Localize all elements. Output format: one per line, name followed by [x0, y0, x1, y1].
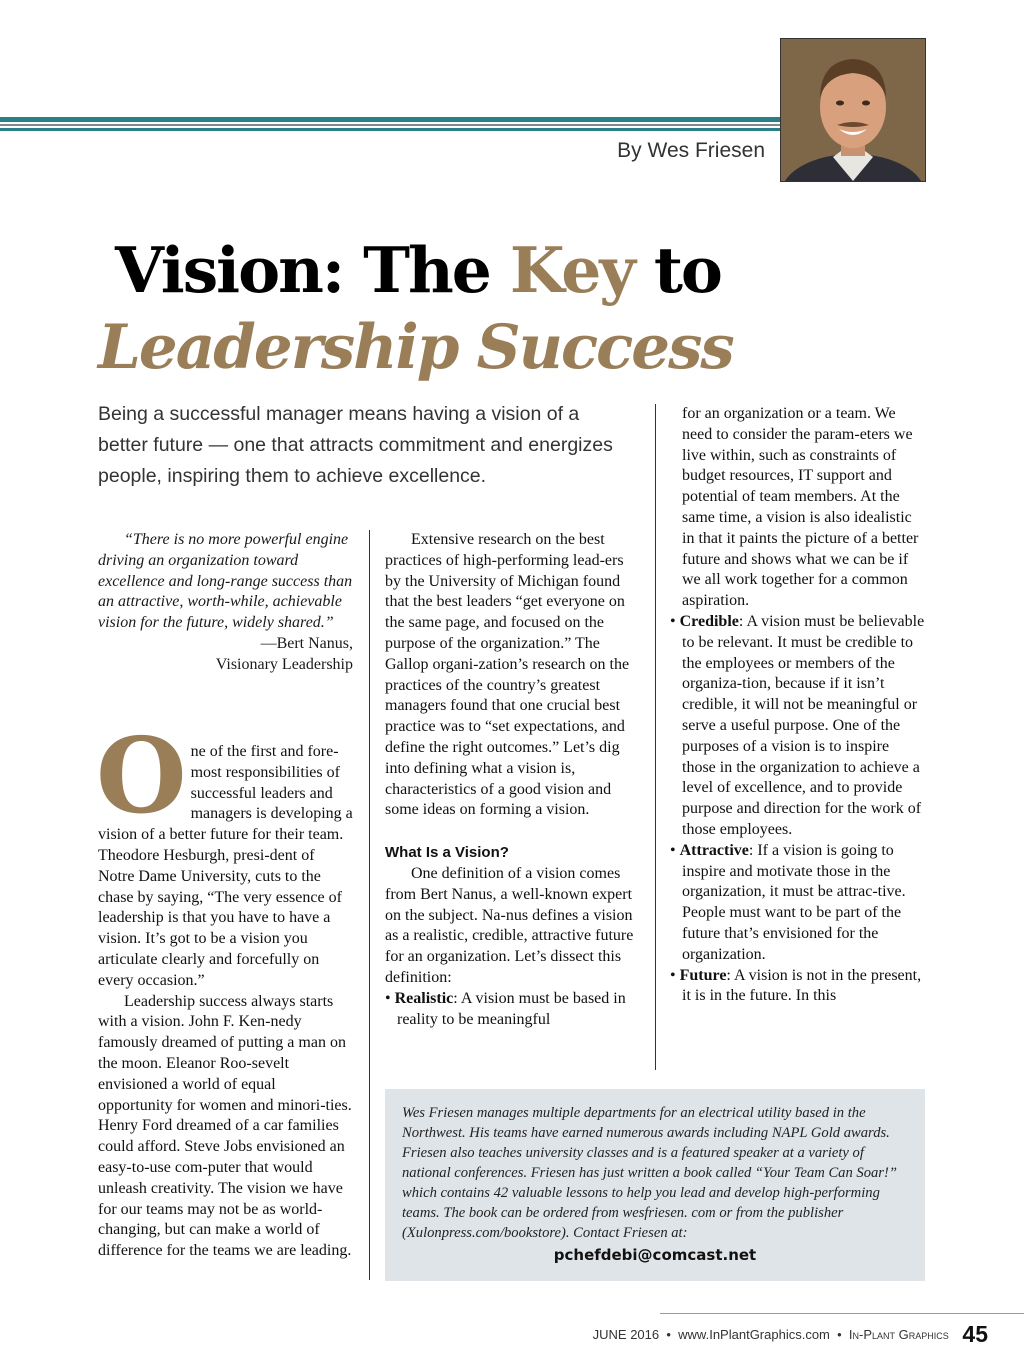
author-bio-box [385, 1089, 925, 1281]
header-rule-top [0, 117, 780, 122]
article-column-1 [96, 714, 353, 1262]
bullet-text: : A vision must be believable to be relevant. It must be credible to the employees or members of the organiza-tion, because if it isn’t credible, it will not be meaningful or serve a useful purpose. One of the purposes of a vision is to inspire those in the organization to achieve a level of excellence, and to provide purpose and direction for the work of those employees. [682, 612, 925, 838]
byline: By Wes Friesen [617, 139, 765, 162]
pull-quote-author: —Bert Nanus, [260, 634, 353, 652]
pull-quote-source: Visionary Leadership [215, 655, 353, 673]
paragraph: for an organization or a team. We need to consider the param-eters we live within, such as constraints of budget resources, IT support and potential of team members. At the same time, a vision is also idealistic in that it paints the picture of a better future and shows what we can be if we all work together for a common aspiration. [682, 405, 919, 610]
page-number: 45 [962, 1321, 988, 1347]
bullet-term: Credible [679, 612, 739, 630]
paragraph [96, 714, 353, 992]
footer-date: JUNE 2016 [592, 1327, 660, 1342]
bullet-credible: • Credible: A vision must be believable to be relevant. It must be credible to the employees or members of the organiza-tion, because if it isn’t credible, it will not be meaningful or serve a useful purpose. One of the purposes of a vision is to inspire those in the organization to achieve a level of excellence, and to provide purpose and direction for the work of those employees. [670, 612, 925, 838]
bullet-attractive: • Attractive: If a vision is going to inspire and motivate those in the organization, it must be attrac-tive. People must want to be part of the future that’s envisioned for the organization. [670, 841, 906, 963]
headline-highlight: Key [509, 233, 634, 307]
headline-part-2: to [633, 233, 721, 307]
bullet-term: Future [679, 966, 727, 984]
author-photo [780, 38, 926, 182]
column-divider-1 [369, 530, 370, 1280]
section-subhead: What Is a Vision? [385, 844, 509, 862]
paragraph: One definition of a vision comes from Bert Nanus, a well-known expert on the subject. Na-nus defines a vision as a realistic, credible, attractive future for an organization. Let’s dissect this definition: [385, 864, 634, 986]
bullet-future: • Future: A vision is not in the present, it is in the future. In this [670, 966, 922, 1005]
bullet-text: : A vision must be based in reality to be meaningful [397, 989, 626, 1028]
footer-website[interactable]: www.InPlantGraphics.com [678, 1327, 830, 1342]
paragraph: Leadership success always starts with a vision. John F. Ken-nedy famously dreamed of putting a man on the moon. Eleanor Roo-sevelt envisioned a world of equal opportunity for women and minori-ties. Henry Ford dreamed of a car families could afford. Steve Jobs envisioned an easy-to-use com-puter that would unleash creativity. The vision we have for our teams may not be as world-changing, but can make a world of difference for the teams we are leading. [98, 992, 352, 1260]
footer-rule [660, 1313, 1024, 1314]
article-column-2 [385, 530, 640, 1030]
paragraph-text: ne of the first and fore-most responsibilities of successful leaders and managers is developing a vision of a better future for their team. Theodore Hesburgh, presi-dent of Notre Dame University, cuts to the chase by saying, “The very essence of leadership is that you have to have a vision. It’s got to be a vision you articulate clearly and forcefully on every occasion.” [98, 743, 353, 989]
author-portrait-icon [781, 39, 925, 181]
drop-cap: O [96, 714, 187, 837]
footer-publication: In-Plant Graphics [848, 1327, 949, 1342]
headline-line-1 [115, 230, 721, 310]
author-bio-text: Wes Friesen manages multiple departments for an electrical utility based in the Northwest. His teams have earned numerous awards including NAPL Gold awards. Friesen also teaches university classes and is a featured speaker at a variety of national conferences. Friesen has just written a book called “Your Team Can Soar!” which contains 42 valuable lessons to help you lead and develop high-performing teams. The book can be ordered from wesfriesen. com or from the publisher (Xulonpress.com/bookstore). Contact Friesen at: [402, 1105, 897, 1241]
footer-separator: • [837, 1327, 842, 1342]
bullet-term: Realistic [394, 989, 454, 1007]
column-divider-2 [655, 404, 656, 1070]
headline-part-1: Vision: The [115, 233, 510, 307]
header-rule-middle [0, 124, 780, 126]
bullet-text: : A vision is not in the present, it is in the future. In this [682, 966, 922, 1005]
paragraph: Extensive research on the best practices of high-performing lead-ers by the University of Michigan found that the best leaders “get everyone on the same page, and focused on the purpose of the organization.” The Gallop organi-zation’s research on the practices of the country’s greatest managers found that one crucial best practice was to “set expectations, and define the right outcomes.” Let’s dig into defining what a vision is, characteristics of a good vision and some ideas on forming a vision. [385, 531, 630, 819]
pull-quote-text: “There is no more powerful engine driving an organization toward excellence and long-range success than an attractive, worth-while, achievable vision for the future, widely shared.” [98, 531, 353, 632]
bullet-text: : If a vision is going to inspire and motivate those in the organization, it must be attrac-tive. People must want to be part of the future that’s envisioned for the organization. [682, 841, 906, 963]
author-email-link[interactable]: pchefdebi@comcast.net [553, 1246, 757, 1264]
header-rule-bottom [0, 128, 780, 131]
article-column-3 [670, 404, 925, 1007]
bullet-realistic: • Realistic: A vision must be based in reality to be meaningful [385, 989, 626, 1028]
article-dek: Being a successful manager means having a vision of a better future — one that attracts commitment and energizes people, inspiring them to achieve excellence. [98, 403, 613, 487]
pull-quote [98, 530, 353, 676]
page-footer [593, 1321, 988, 1348]
headline-line-2: Leadership Success [98, 312, 733, 383]
bullet-term: Attractive [679, 841, 749, 859]
footer-separator: • [666, 1327, 671, 1342]
